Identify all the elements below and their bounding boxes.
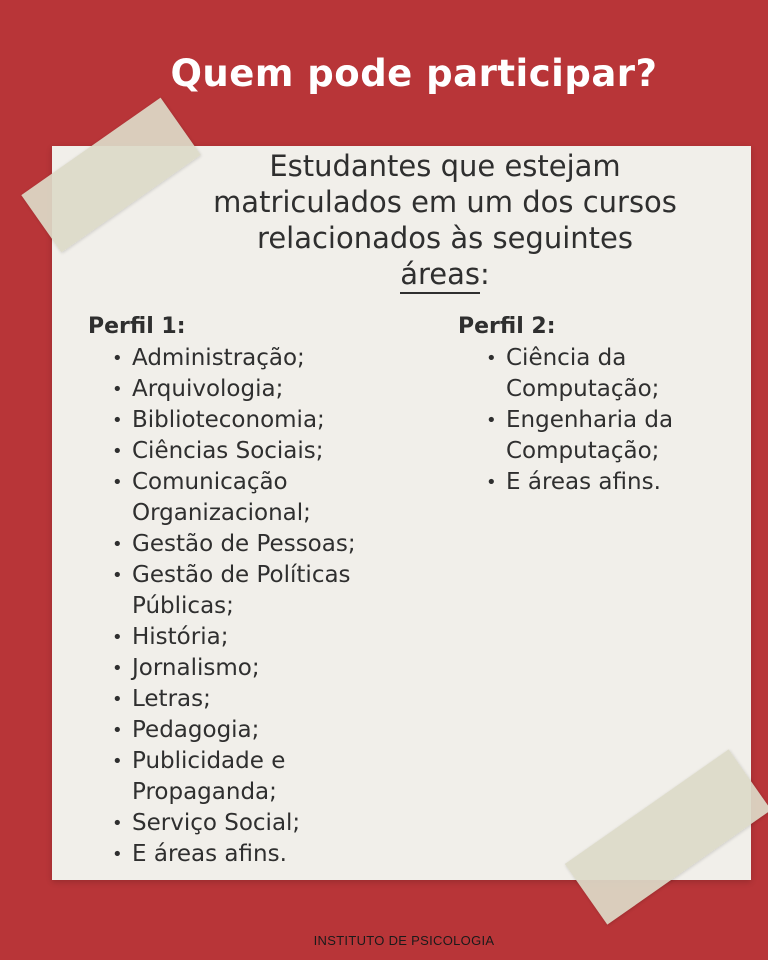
list-item: • Gestão de Políticas Públicas;: [88, 560, 422, 622]
list-item: • Arquivologia;: [88, 374, 438, 405]
intro-text: [150, 148, 740, 292]
profile-1-list: [88, 343, 438, 870]
profile-1-column: [88, 313, 438, 870]
intro-line-4: [150, 256, 740, 292]
list-item: • História;: [88, 622, 438, 653]
list-item: • Administração;: [88, 343, 438, 374]
profile-2-title: Perfil 2:: [458, 314, 556, 339]
list-item: • Ciência da Computação;: [458, 343, 706, 405]
intro-line-4-tail: :: [480, 257, 490, 291]
profile-2-column: [458, 313, 718, 498]
intro-line-3: relacionados às seguintes: [257, 221, 633, 255]
profile-1-title: Perfil 1:: [88, 314, 186, 339]
intro-underlined-word: áreas: [400, 257, 480, 294]
footer-institution: INSTITUTO DE PSICOLOGIA: [313, 933, 495, 948]
intro-line-1: Estudantes que estejam: [269, 149, 621, 183]
list-item: • Engenharia da Computação;: [458, 405, 706, 467]
list-item: • Serviço Social;: [88, 808, 438, 839]
intro-line-2: matriculados em um dos cursos: [213, 185, 677, 219]
list-item: • Biblioteconomia;: [88, 405, 438, 436]
list-item: • Comunicação Organizacional;: [88, 467, 352, 529]
list-item: • Jornalismo;: [88, 653, 438, 684]
list-item: • Pedagogia;: [88, 715, 438, 746]
list-item: • Letras;: [88, 684, 438, 715]
list-item: • E áreas afins.: [88, 839, 438, 870]
page-title: Quem pode participar?: [170, 52, 658, 95]
list-item: • Gestão de Pessoas;: [88, 529, 438, 560]
list-item: • Publicidade e Propaganda;: [88, 746, 347, 808]
list-item: • E áreas afins.: [458, 467, 718, 498]
list-item: • Ciências Sociais;: [88, 436, 438, 467]
profile-2-list: [458, 343, 718, 498]
